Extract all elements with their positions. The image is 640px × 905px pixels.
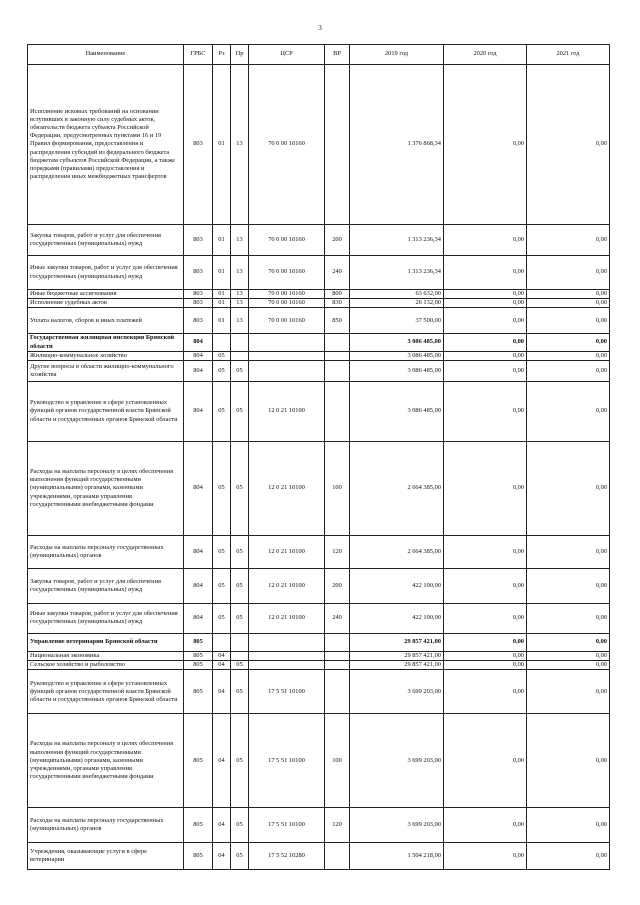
- row-2021-cell: 0,00: [527, 568, 610, 603]
- row-rz-cell: 04: [213, 714, 231, 808]
- row-grbs-cell: 805: [184, 651, 213, 660]
- row-vr-cell: [325, 651, 350, 660]
- table-row: [28, 441, 610, 535]
- row-rz-cell: 04: [213, 808, 231, 843]
- row-2021-cell: 0,00: [527, 334, 610, 351]
- header-name: Наименование: [28, 45, 184, 65]
- table-row: [28, 65, 610, 225]
- row-name-cell: Расходы на выплаты персоналу государственных (муниципальных) органов: [28, 808, 184, 843]
- table-row: [28, 535, 610, 568]
- row-2019-cell: 3 699 203,00: [350, 670, 444, 714]
- row-grbs-cell: 803: [184, 256, 213, 290]
- row-2020-cell: 0,00: [444, 225, 527, 256]
- row-2020-cell: 0,00: [444, 308, 527, 334]
- row-rz-cell: 05: [213, 441, 231, 535]
- table-row: [28, 843, 610, 870]
- table-row: [28, 714, 610, 808]
- row-2021-cell: 0,00: [527, 256, 610, 290]
- row-vr-cell: 800: [325, 290, 350, 299]
- row-2019-cell: 1 504 218,00: [350, 843, 444, 870]
- row-2021-cell: 0,00: [527, 670, 610, 714]
- row-grbs-cell: 804: [184, 360, 213, 381]
- row-name-cell: Государственная жилищная инспекция Брянской области: [28, 334, 184, 351]
- header-grbs: ГРБС: [184, 45, 213, 65]
- row-csr-cell: 12 0 21 10100: [249, 441, 325, 535]
- row-csr-cell: 70 0 00 10160: [249, 299, 325, 308]
- row-grbs-cell: 803: [184, 299, 213, 308]
- row-rz-cell: 01: [213, 256, 231, 290]
- row-csr-cell: [249, 661, 325, 670]
- row-2019-cell: 3 086 485,00: [350, 360, 444, 381]
- row-pr-cell: [231, 334, 249, 351]
- row-pr-cell: 05: [231, 808, 249, 843]
- row-grbs-cell: 804: [184, 568, 213, 603]
- row-name-cell: Исполнение судебных актов: [28, 299, 184, 308]
- row-rz-cell: 05: [213, 381, 231, 441]
- header-rz: Рз: [213, 45, 231, 65]
- table-row: [28, 661, 610, 670]
- row-rz-cell: 04: [213, 843, 231, 870]
- row-2021-cell: 0,00: [527, 65, 610, 225]
- row-grbs-cell: 804: [184, 334, 213, 351]
- row-vr-cell: [325, 381, 350, 441]
- row-vr-cell: [325, 65, 350, 225]
- row-2020-cell: 0,00: [444, 290, 527, 299]
- row-2021-cell: 0,00: [527, 843, 610, 870]
- row-2019-cell: 3 699 203,00: [350, 808, 444, 843]
- row-2020-cell: 0,00: [444, 535, 527, 568]
- row-grbs-cell: 803: [184, 308, 213, 334]
- row-2019-cell: 63 632,00: [350, 290, 444, 299]
- row-vr-cell: 240: [325, 256, 350, 290]
- row-2020-cell: 0,00: [444, 670, 527, 714]
- row-2021-cell: 0,00: [527, 381, 610, 441]
- row-pr-cell: 13: [231, 290, 249, 299]
- row-2019-cell: 1 313 236,34: [350, 256, 444, 290]
- row-2021-cell: 0,00: [527, 651, 610, 660]
- row-pr-cell: 05: [231, 381, 249, 441]
- row-2019-cell: 29 857 421,00: [350, 651, 444, 660]
- row-name-cell: Управление ветеринарии Брянской области: [28, 633, 184, 651]
- row-2020-cell: 0,00: [444, 651, 527, 660]
- row-name-cell: Расходы на выплаты персоналу государственных (муниципальных) органов: [28, 535, 184, 568]
- table-row: [28, 381, 610, 441]
- row-csr-cell: [249, 633, 325, 651]
- row-pr-cell: 13: [231, 65, 249, 225]
- row-2019-cell: 422 100,00: [350, 603, 444, 633]
- row-vr-cell: 100: [325, 441, 350, 535]
- row-rz-cell: 01: [213, 290, 231, 299]
- row-csr-cell: [249, 651, 325, 660]
- row-2019-cell: 37 500,00: [350, 308, 444, 334]
- row-2020-cell: 0,00: [444, 334, 527, 351]
- table-header-row: [28, 45, 610, 65]
- row-2019-cell: 3 086 485,00: [350, 334, 444, 351]
- table-row: [28, 256, 610, 290]
- row-2020-cell: 0,00: [444, 714, 527, 808]
- table-row: [28, 351, 610, 360]
- row-vr-cell: [325, 843, 350, 870]
- row-grbs-cell: 805: [184, 670, 213, 714]
- row-grbs-cell: 805: [184, 633, 213, 651]
- header-vr: ВР: [325, 45, 350, 65]
- table-row: [28, 308, 610, 334]
- row-name-cell: Иные бюджетные ассигнования: [28, 290, 184, 299]
- row-rz-cell: [213, 633, 231, 651]
- row-csr-cell: [249, 334, 325, 351]
- row-2020-cell: 0,00: [444, 351, 527, 360]
- row-2019-cell: 3 086 485,00: [350, 351, 444, 360]
- row-name-cell: Жилищно-коммунальное хозяйство: [28, 351, 184, 360]
- row-2021-cell: 0,00: [527, 633, 610, 651]
- row-csr-cell: 70 0 00 10160: [249, 290, 325, 299]
- row-name-cell: Учреждения, оказывающие услуги в сфере ветеринарии: [28, 843, 184, 870]
- row-2019-cell: 1 313 236,34: [350, 225, 444, 256]
- row-2019-cell: 29 857 421,00: [350, 661, 444, 670]
- row-name-cell: Закупка товаров, работ и услуг для обеспечения государственных (муниципальных) нужд: [28, 568, 184, 603]
- row-pr-cell: 05: [231, 714, 249, 808]
- row-2020-cell: 0,00: [444, 808, 527, 843]
- row-2020-cell: 0,00: [444, 441, 527, 535]
- table-row: [28, 360, 610, 381]
- row-csr-cell: 12 0 21 10100: [249, 568, 325, 603]
- row-grbs-cell: 804: [184, 441, 213, 535]
- row-grbs-cell: 805: [184, 714, 213, 808]
- row-csr-cell: 70 0 00 10160: [249, 65, 325, 225]
- row-vr-cell: [325, 661, 350, 670]
- row-rz-cell: [213, 334, 231, 351]
- row-pr-cell: [231, 651, 249, 660]
- row-pr-cell: 05: [231, 843, 249, 870]
- row-rz-cell: 04: [213, 661, 231, 670]
- row-pr-cell: 13: [231, 256, 249, 290]
- row-vr-cell: [325, 670, 350, 714]
- row-2020-cell: 0,00: [444, 299, 527, 308]
- row-grbs-cell: 804: [184, 351, 213, 360]
- row-name-cell: Исполнение исковых требований на основании вступивших в законную силу судебных актов, обязательств бюджета субъекта Российской Федерации, предусмотренных пунктами 16 и 19 Правил формирования, предоставления и распределения субсидий из федерального бюджета бюджетам субъектов Российской Федерации, а также порядками (правилами) предоставления и распределения иных межбюджетных трансфертов: [28, 65, 184, 225]
- row-2020-cell: 0,00: [444, 256, 527, 290]
- row-name-cell: Сельское хозяйство и рыболовство: [28, 661, 184, 670]
- row-2021-cell: 0,00: [527, 535, 610, 568]
- row-pr-cell: 05: [231, 670, 249, 714]
- row-vr-cell: 120: [325, 808, 350, 843]
- row-2019-cell: 2 664 385,00: [350, 535, 444, 568]
- row-grbs-cell: 805: [184, 808, 213, 843]
- row-2019-cell: 3 086 485,00: [350, 381, 444, 441]
- row-pr-cell: [231, 633, 249, 651]
- row-2019-cell: 1 376 868,34: [350, 65, 444, 225]
- table-row: [28, 290, 610, 299]
- row-vr-cell: [325, 351, 350, 360]
- budget-table: [27, 44, 610, 870]
- row-name-cell: Иные закупки товаров, работ и услуг для обеспечения государственных (муниципальных) нужд: [28, 603, 184, 633]
- header-pr: Пр: [231, 45, 249, 65]
- row-csr-cell: 17 5 51 10100: [249, 714, 325, 808]
- row-2021-cell: 0,00: [527, 351, 610, 360]
- row-pr-cell: 05: [231, 661, 249, 670]
- row-grbs-cell: 805: [184, 843, 213, 870]
- row-csr-cell: [249, 351, 325, 360]
- row-pr-cell: 05: [231, 441, 249, 535]
- row-vr-cell: 830: [325, 299, 350, 308]
- row-csr-cell: 12 0 21 10100: [249, 535, 325, 568]
- row-csr-cell: 17 5 51 10100: [249, 670, 325, 714]
- row-2019-cell: 3 699 203,00: [350, 714, 444, 808]
- row-pr-cell: 05: [231, 360, 249, 381]
- row-grbs-cell: 803: [184, 290, 213, 299]
- header-year-2020: 2020 год: [444, 45, 527, 65]
- row-rz-cell: 04: [213, 651, 231, 660]
- row-grbs-cell: 803: [184, 65, 213, 225]
- row-name-cell: Расходы на выплаты персоналу в целях обеспечения выполнения функций государственными (муниципальными) органами, казенными учреждениями, органами управления государственными внебюджетными фондами: [28, 441, 184, 535]
- row-2020-cell: 0,00: [444, 381, 527, 441]
- header-year-2019: 2019 год: [350, 45, 444, 65]
- row-rz-cell: 05: [213, 535, 231, 568]
- row-csr-cell: 70 0 00 10160: [249, 308, 325, 334]
- table-row: [28, 670, 610, 714]
- row-csr-cell: 70 0 00 10160: [249, 256, 325, 290]
- row-rz-cell: 01: [213, 225, 231, 256]
- row-rz-cell: 01: [213, 308, 231, 334]
- row-2021-cell: 0,00: [527, 360, 610, 381]
- row-name-cell: Руководство и управление в сфере установленных функций органов государственной власти Брянской области и государственных органов Брянской области: [28, 381, 184, 441]
- row-csr-cell: 17 5 51 10100: [249, 808, 325, 843]
- row-rz-cell: 05: [213, 603, 231, 633]
- row-vr-cell: 200: [325, 225, 350, 256]
- row-vr-cell: [325, 633, 350, 651]
- table-row: [28, 651, 610, 660]
- row-2019-cell: 2 664 385,00: [350, 441, 444, 535]
- row-2020-cell: 0,00: [444, 603, 527, 633]
- row-rz-cell: 01: [213, 299, 231, 308]
- row-rz-cell: 01: [213, 65, 231, 225]
- row-vr-cell: [325, 360, 350, 381]
- row-grbs-cell: 804: [184, 535, 213, 568]
- row-2020-cell: 0,00: [444, 568, 527, 603]
- row-2020-cell: 0,00: [444, 661, 527, 670]
- row-name-cell: Расходы на выплаты персоналу в целях обеспечения выполнения функций государственными (муниципальными) органами, казенными учреждениями, органами управления государственными внебюджетными фондами: [28, 714, 184, 808]
- table-row: [28, 568, 610, 603]
- row-pr-cell: 05: [231, 568, 249, 603]
- row-csr-cell: 17 5 52 10280: [249, 843, 325, 870]
- row-pr-cell: 13: [231, 308, 249, 334]
- table-row: [28, 225, 610, 256]
- row-vr-cell: 200: [325, 568, 350, 603]
- row-name-cell: Уплата налогов, сборов и иных платежей: [28, 308, 184, 334]
- row-rz-cell: 05: [213, 360, 231, 381]
- row-grbs-cell: 804: [184, 603, 213, 633]
- table-row: [28, 633, 610, 651]
- row-pr-cell: [231, 351, 249, 360]
- row-2019-cell: 422 100,00: [350, 568, 444, 603]
- row-name-cell: Закупка товаров, работ и услуг для обеспечения государственных (муниципальных) нужд: [28, 225, 184, 256]
- table-row: [28, 808, 610, 843]
- row-name-cell: Иные закупки товаров, работ и услуг для обеспечения государственных (муниципальных) нужд: [28, 256, 184, 290]
- row-csr-cell: [249, 360, 325, 381]
- row-name-cell: Национальная экономика: [28, 651, 184, 660]
- page-number: 3: [318, 24, 322, 32]
- row-2021-cell: 0,00: [527, 441, 610, 535]
- row-rz-cell: 04: [213, 670, 231, 714]
- row-pr-cell: 13: [231, 225, 249, 256]
- row-2020-cell: 0,00: [444, 65, 527, 225]
- row-vr-cell: [325, 334, 350, 351]
- row-pr-cell: 05: [231, 603, 249, 633]
- row-2019-cell: 26 132,00: [350, 299, 444, 308]
- header-csr: ЦСР: [249, 45, 325, 65]
- row-grbs-cell: 805: [184, 661, 213, 670]
- row-2020-cell: 0,00: [444, 360, 527, 381]
- row-vr-cell: 100: [325, 714, 350, 808]
- row-csr-cell: 70 0 00 10160: [249, 225, 325, 256]
- table-row: [28, 603, 610, 633]
- row-2021-cell: 0,00: [527, 225, 610, 256]
- row-2021-cell: 0,00: [527, 661, 610, 670]
- row-rz-cell: 05: [213, 351, 231, 360]
- row-vr-cell: 850: [325, 308, 350, 334]
- header-year-2021: 2021 год: [527, 45, 610, 65]
- row-vr-cell: 240: [325, 603, 350, 633]
- row-2019-cell: 29 857 421,00: [350, 633, 444, 651]
- row-vr-cell: 120: [325, 535, 350, 568]
- row-2021-cell: 0,00: [527, 308, 610, 334]
- row-csr-cell: 12 0 21 10100: [249, 381, 325, 441]
- row-rz-cell: 05: [213, 568, 231, 603]
- row-name-cell: Другие вопросы в области жилищно-коммунального хозяйства: [28, 360, 184, 381]
- row-2020-cell: 0,00: [444, 843, 527, 870]
- row-name-cell: Руководство и управление в сфере установленных функций органов государственной власти Брянской области и государственных органов Брянской области: [28, 670, 184, 714]
- row-2021-cell: 0,00: [527, 714, 610, 808]
- row-2021-cell: 0,00: [527, 603, 610, 633]
- table-row: [28, 334, 610, 351]
- row-2021-cell: 0,00: [527, 808, 610, 843]
- table-row: [28, 299, 610, 308]
- row-grbs-cell: 803: [184, 225, 213, 256]
- row-pr-cell: 05: [231, 535, 249, 568]
- row-2021-cell: 0,00: [527, 299, 610, 308]
- row-csr-cell: 12 0 21 10100: [249, 603, 325, 633]
- row-2020-cell: 0,00: [444, 633, 527, 651]
- row-2021-cell: 0,00: [527, 290, 610, 299]
- row-grbs-cell: 804: [184, 381, 213, 441]
- row-pr-cell: 13: [231, 299, 249, 308]
